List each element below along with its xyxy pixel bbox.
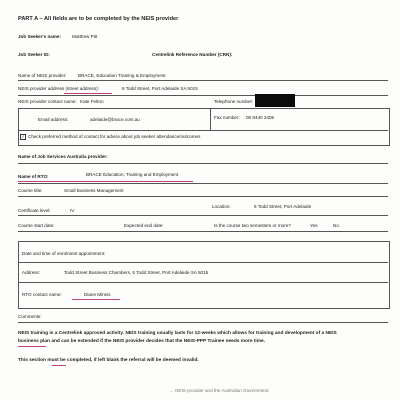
- underline-rto-name: [18, 181, 193, 182]
- job-seeker-name-label: Job Seeker's name:: [18, 34, 61, 39]
- preferred-contact-checkbox[interactable]: ✓: [21, 134, 25, 139]
- location-value: 6 Todd Street, Port Adelaide: [254, 204, 312, 209]
- course-title-value: Small Business Management: [64, 188, 124, 193]
- neis-info-line-2: business plan and can be extended if the NEIS provider decides that the NEIS-PPP Trainee needs more time.: [18, 339, 266, 344]
- rule-appointment-date: [18, 262, 388, 263]
- underline-rto-contact: [72, 299, 120, 300]
- rule-course: [18, 196, 388, 197]
- neis-provider-address-value: 6 Todd Street, Port Adelaide SA 5015: [122, 86, 198, 91]
- rule-dates: [18, 231, 388, 232]
- telephone-label: Telephone number:: [214, 99, 254, 104]
- neis-contact-value: Kate Felton: [80, 99, 104, 104]
- rto-contact-label: RTO contact name:: [22, 292, 62, 297]
- neis-contact-label: NEIS provider contact name:: [18, 99, 77, 104]
- no-option[interactable]: No: [333, 223, 339, 228]
- underline-street-address: [64, 93, 112, 94]
- certificate-level-value: IV: [70, 208, 75, 213]
- cutoff-text: ... NEIS provider and the Australian Government.: [170, 388, 270, 393]
- crn-label: Centrelink Reference Number (CRN):: [152, 52, 233, 57]
- course-start-label: Course start date:: [18, 223, 55, 228]
- rto-name-label: Name of RTO:: [18, 174, 49, 179]
- neis-provider-address-label: NEIS provider address (street address):: [18, 86, 99, 91]
- comments-label: Comments:: [18, 314, 42, 319]
- fax-value: 08 8440 2405: [246, 115, 275, 120]
- certificate-level-label: Certificate level:: [18, 208, 51, 213]
- two-semesters-label: Is the course two semesters or more?: [214, 223, 291, 228]
- location-label: Location:: [212, 204, 231, 209]
- fax-label: Fax number:: [214, 115, 240, 120]
- preferred-contact-label: Check preferred method of contact for advice about job seeker attendance/outcomes: [28, 134, 201, 139]
- course-end-label: Expected end date:: [124, 223, 164, 228]
- rule-email-fax-divider: [210, 108, 211, 130]
- appointment-date-label: Date and time of enrolment appointment:: [22, 251, 106, 256]
- neis-provider-name-label: Name of NEIS provider:: [18, 73, 67, 78]
- redaction-bar: [255, 94, 295, 107]
- course-title-label: Course title:: [18, 188, 43, 193]
- rule-neis-name: [18, 80, 388, 81]
- underline-must: [52, 365, 66, 366]
- rule-rto-name: [18, 183, 388, 184]
- rto-contact-value: Diane Minnis: [84, 292, 111, 297]
- rule-appointment-address: [18, 282, 388, 283]
- job-seeker-id-label: Job Seeker ID:: [18, 52, 50, 57]
- rule-jsa: [18, 163, 388, 164]
- job-seeker-name-value: Matthew Pitt: [72, 34, 98, 39]
- jsa-provider-label: Name of Job Services Australia provider:: [18, 154, 108, 159]
- rule-contact-method: [18, 130, 388, 131]
- rto-name-value: BRACE Education, Training and Employment: [86, 172, 179, 177]
- appointment-address-value: Todd Street Business Chambers, 6 Todd Street, Port Adelaide SA 5015: [64, 270, 209, 275]
- appointment-address-label: Address:: [22, 270, 41, 275]
- validity-warning: This section must be completed, if left blank the referral will be deemed invalid.: [18, 358, 199, 363]
- neis-info-line-1: NEIS training is a Centrelink approved activity. NEIS training usually lasts for 12-weeks which allows for training and development of a NEIS: [18, 331, 337, 336]
- rule-comments: [18, 322, 388, 323]
- underline-business-plan: [18, 346, 46, 347]
- part-a-title: PART A – All fields are to be completed by the NEIS provider: [18, 16, 179, 22]
- yes-option[interactable]: Yes: [310, 223, 318, 228]
- email-label: Email address:: [38, 117, 69, 122]
- rule-neis-address: [18, 95, 388, 96]
- email-value: adelaide@brace.com.au: [90, 117, 140, 122]
- contact-details-box: [18, 108, 390, 146]
- neis-provider-name-value: BRACE, Education Training & Employment: [78, 73, 166, 78]
- rule-certificate: [18, 215, 388, 216]
